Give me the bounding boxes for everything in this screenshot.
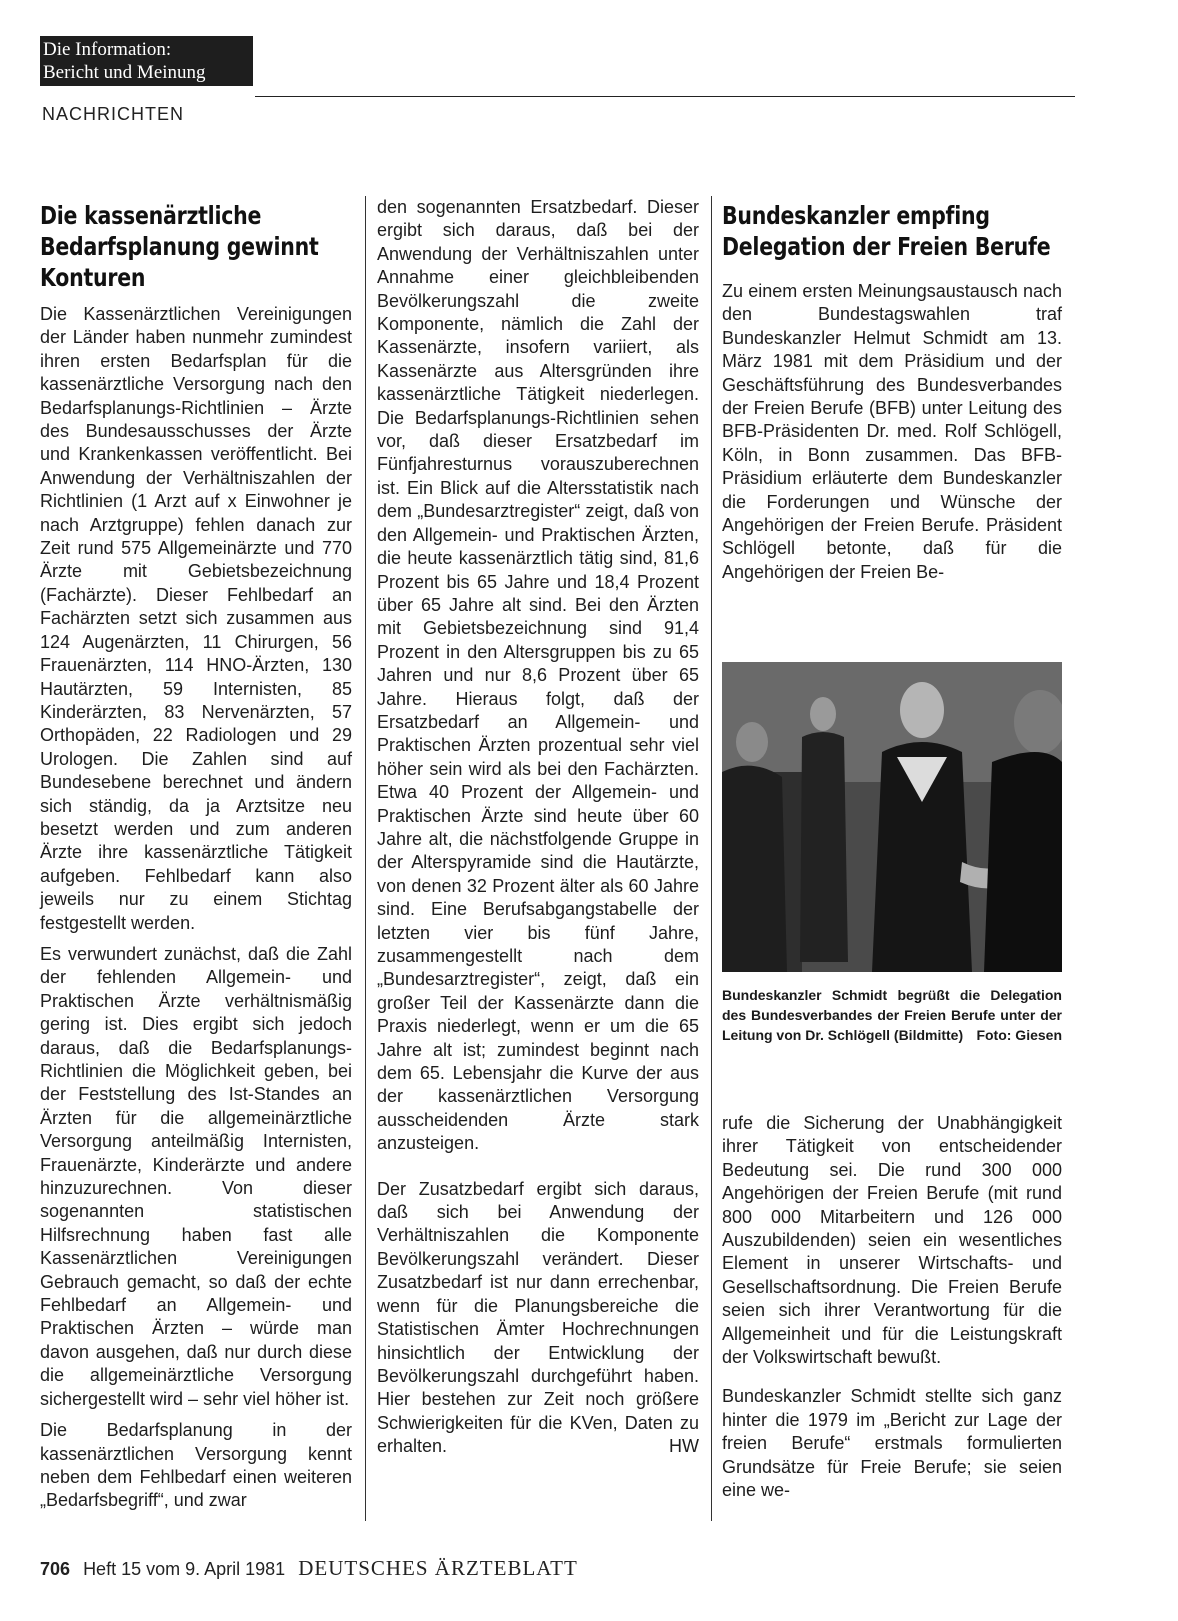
article-1-column-2 — [377, 196, 699, 1467]
header-rule — [255, 96, 1075, 97]
page-number: 706 — [40, 1559, 71, 1579]
article-1-paragraph: Die Kassenärztlichen Vereinigungen der Länder haben nunmehr zumindest ihren ersten Bedarfsplan für die kassenärztliche Versorgung nach den Bedarfsplanungs-Richtlinien – Ärzte des Bundesausschusses der Ärzte und Krankenkassen veröffentlicht. Bei Anwendung der Verhältniszahlen der Richtlinien (1 Arzt auf x Einwohner je nach Arztgruppe) fehlen danach zur Zeit rund 575 Allgemeinärzte und 770 Ärzte mit Gebietsbezeichnung (Fachärzte). Dieser Fehlbedarf an Fachärzten setzt sich zusammen aus 124 Augenärzten, 11 Chirurgen, 56 Frauenärzten, 114 HNO-Ärzten, 130 Hautärzten, 59 Internisten, 85 Kinderärzten, 83 Nervenärzten, 57 Orthopäden, 22 Radiologen und 29 Urologen. Die Zahlen sind auf Bundesebene berechnet und ändern sich ständig, da ja Arztsitze neu besetzt werden und zum anderen Ärzte ihre kassenärztliche Tätigkeit aufgeben. Fehlbedarf kann also jeweils nur zu einem Stichtag festgestellt werden. — [40, 304, 352, 933]
photo-caption-text: Bundeskanzler Schmidt begrüßt die Delegation des Bundesverbandes der Freien Berufe unter der Leitung von Dr. Schlögell (Bildmitte) — [722, 987, 1062, 1043]
article-1-headline: Die kassenärztliche Bedarfsplanung gewinnt Konturen — [40, 201, 319, 292]
photo-credit: Foto: Giesen — [976, 1027, 1062, 1043]
article-1-paragraph: Es verwundert zunächst, daß die Zahl der fehlenden Allgemein- und Praktischen Ärzte verhältnismäßig gering ist. Dies ergibt sich jedoch daraus, daß die Bedarfsplanungs-Richtlinien die Möglichkeit geben, bei der Feststellung des Ist-Standes an Ärzten für die allgemeinärztliche Versorgung anteilmäßig Internisten, Frauenärzte, Kinderärzte und andere hinzuzurechnen. Von dieser sogenannten statistischen Hilfsrechnung haben fast alle Kassenärztlichen Vereinigungen Gebrauch gemacht, so daß der echte Fehlbedarf an Allgemein- und Praktischen Ärzten – würde man davon ausgehen, daß nur durch diese die allgemeinärztliche Versorgung sichergestellt wird – sehr viel höher ist. — [40, 943, 352, 1409]
page-footer — [40, 1556, 578, 1581]
article-1-paragraph: Die Bedarfsplanung in der kassenärztlichen Versorgung kennt neben dem Fehlbedarf einen weiteren „Bedarfsbegriff“, und zwar — [40, 1420, 352, 1511]
article-1-paragraph: den sogenannten Ersatzbedarf. Dieser ergibt sich daraus, daß bei der Anwendung der Verhältniszahlen unter Annahme einer gleichbleibenden Bevölkerungszahl die zweite Komponente, nämlich die Zahl der Kassenärzte, insofern variiert, als Kassenärzte aus Altersgründen ihre kassenärztliche Tätigkeit niederlegen. Die Bedarfsplanungs-Richtlinien sehen vor, daß dieser Ersatzbedarf im Fünfjahresturnus vorauszuberechnen ist. Ein Blick auf die Altersstatistik nach dem „Bundesarztregister“ zeigt, daß von den Allgemein- und Praktischen Ärzten, die heute kassenärztlich tätig sind, 81,6 Prozent bis 65 Jahre und 18,4 Prozent über 65 Jahre alt sind. Bei den Ärzten mit Gebietsbezeichnung sind 91,4 Prozent in den Altersgruppen bis zu 65 Jahren und nur 8,6 Prozent über 65 Jahre. Hieraus folgt, daß der Ersatzbedarf an Allgemein- und Praktischen Ärzten prozentual sehr viel höher sein wird als bei den Fachärzten. Etwa 40 Prozent der Allgemein- und Praktischen Ärzte sind heute über 60 Jahre alt, die nächstfolgende Gruppe in der Alterspyramide sind die Hautärzte, von denen 32 Prozent älter als 60 Jahre sind. Eine Berufsabgangstabelle der letzten vier bis fünf Jahre, zusammengestellt nach dem „Bundesarztregister“, zeigt, daß ein großer Teil der Kassenärzte dann die Praxis niederlegt, wenn er um die 65 Jahre alt ist; zumindest beginnt nach dem 65. Lebensjahr die Kurve der aus der kassenärztlichen Versorgung ausscheidenden Ärzte stark anzusteigen. — [377, 197, 699, 1154]
section-label: NACHRICHTEN — [42, 104, 185, 124]
article-1-last-paragraph — [377, 1178, 699, 1459]
article-2-headline: Bundeskanzler empfing Delegation der Freien Berufe — [722, 201, 1051, 261]
photo-caption — [722, 985, 1062, 1045]
masthead-line-2: Bericht und Meinung — [43, 62, 206, 83]
article-1-column-1 — [40, 200, 352, 1521]
column-divider-1 — [365, 196, 366, 1521]
photo-illustration — [722, 662, 1062, 972]
article-2-paragraph: rufe die Sicherung der Unabhängigkeit ihrer Tätigkeit von entscheidender Bedeutung sei. Die rund 300 000 Angehörigen der Freien Berufe (mit rund 800 000 Mitarbeitern und 126 000 Auszubildenden) seien ein wesentliches Element in unserer Wirtschafts- und Gesellschaftsordnung. Die Freien Berufe seien sich ihrer Verantwortung für die Allgemeinheit und für die Leistungskraft der Volkswirtschaft bewußt. — [722, 1113, 1062, 1368]
article-1-paragraph-text: Der Zusatzbedarf ergibt sich daraus, daß sich bei Anwendung der Verhältniszahlen die Komponente Bevölkerungszahl verändert. Dieser Zusatzbedarf ist nur dann errechenbar, wenn für die Planungsbereiche die Statistischen Ämter Hochrechnungen hinsichtlich der Entwicklung der Bevölkerungszahl durchgeführt haben. Hier bestehen zur Zeit noch größere Schwierigkeiten für die KVen, Daten zu erhalten. — [377, 1178, 699, 1457]
issue-line: Heft 15 vom 9. April 1981 — [83, 1559, 286, 1579]
article-2-paragraph: Zu einem ersten Meinungsaustausch nach den Bundestagswahlen traf Bundeskanzler Helmut Schmidt am 13. März 1981 mit dem Präsidium und der Geschäftsführung des Bundesverbandes der Freien Berufe (BFB) unter Leitung des BFB-Präsidenten Dr. med. Rolf Schlögell, Köln, in Bonn zusammen. Das BFB-Präsidium erläuterte dem Bundeskanzler die Forderungen und Wünsche der Angehörigen der Freien Berufe. Präsident Schlögell betonte, daß für die Angehörigen der Freien Be- — [722, 281, 1062, 582]
column-divider-2 — [711, 196, 712, 1521]
masthead-box — [40, 36, 253, 86]
delegation-photo — [722, 662, 1062, 972]
article-2-paragraph: Bundeskanzler Schmidt stellte sich ganz hinter die 1979 im „Bericht zur Lage der freien Berufe“ erstmals formulierten Grundsätze für Freie Berufe; sie seien eine we- — [722, 1386, 1062, 1501]
article-1-signature: HW — [669, 1436, 699, 1457]
journal-name: DEUTSCHES ÄRZTEBLATT — [298, 1556, 578, 1580]
article-2-continuation — [722, 1112, 1062, 1511]
masthead-line-1: Die Information: — [43, 39, 172, 60]
